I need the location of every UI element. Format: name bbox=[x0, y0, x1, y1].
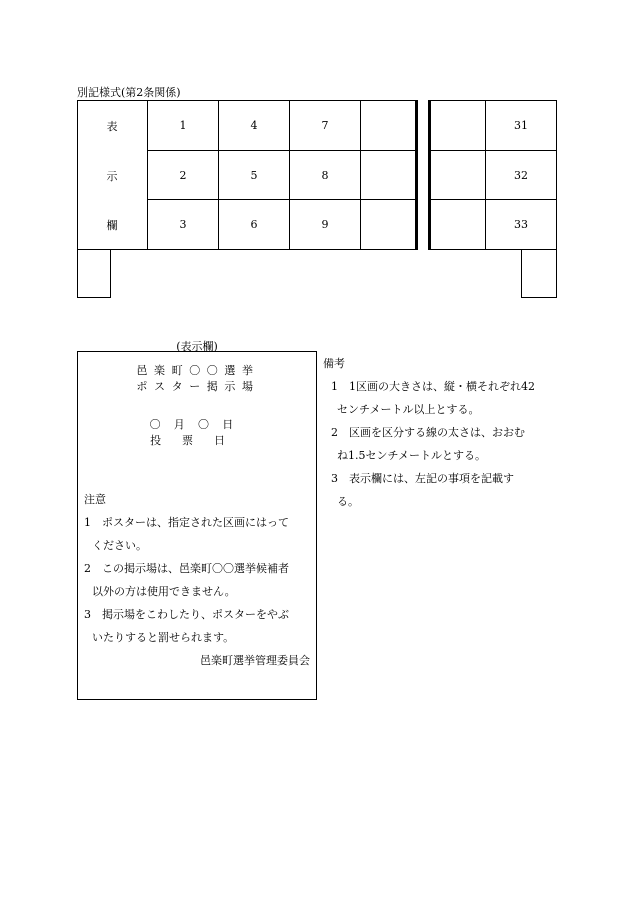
note-2: 2 区画を区分する線の太さは、おおむ bbox=[331, 426, 525, 439]
break-line-right bbox=[428, 100, 431, 250]
board-cell: 7 bbox=[321, 119, 329, 132]
board-leg-right bbox=[521, 249, 557, 298]
break-line-left bbox=[415, 100, 418, 250]
notice-2: 2 この掲示場は、邑楽町〇〇選挙候補者 bbox=[84, 562, 289, 575]
board-cell: 6 bbox=[250, 218, 258, 231]
notes-block bbox=[323, 352, 558, 513]
header-char-2: 示 bbox=[106, 169, 118, 183]
board-grid bbox=[77, 100, 557, 300]
board-cell: 4 bbox=[250, 119, 258, 132]
poster-box bbox=[77, 351, 317, 700]
form-caption: 別記様式(第2条関係) bbox=[77, 86, 181, 99]
poster-title-1: 邑楽町〇〇選挙 bbox=[136, 364, 260, 377]
header-char-1: 表 bbox=[106, 119, 118, 133]
notice-3: 3 掲示場をこわしたり、ポスターをやぶ bbox=[84, 608, 289, 621]
notes-heading: 備考 bbox=[323, 357, 345, 370]
notice-1: 1 ポスターは、指定された区画にはって bbox=[84, 516, 289, 529]
issuer: 邑楽町選挙管理委員会 bbox=[200, 654, 310, 667]
board-leg-left bbox=[77, 249, 111, 298]
board-cell: 2 bbox=[179, 169, 187, 182]
poster-caption: (表示欄) bbox=[176, 340, 218, 353]
header-char-3: 欄 bbox=[106, 218, 118, 232]
note-3-cont: る。 bbox=[337, 495, 359, 508]
board-cell: 9 bbox=[321, 218, 329, 231]
board-cell: 33 bbox=[514, 218, 528, 231]
note-1: 1 1区画の大きさは、縦・横それぞれ42 bbox=[331, 380, 535, 393]
poster-date: 〇月〇日 bbox=[149, 418, 247, 431]
notice-block bbox=[84, 488, 314, 672]
board-cell: 8 bbox=[321, 169, 329, 182]
board-cell: 3 bbox=[179, 218, 187, 231]
notice-3-cont: いたりすると罰せられます。 bbox=[92, 631, 235, 644]
note-1-cont: センチメートル以上とする。 bbox=[337, 403, 480, 416]
poster-title-2: ポスター掲示場 bbox=[136, 380, 260, 393]
poster-vote-day: 投票日 bbox=[150, 434, 246, 447]
notice-1-cont: ください。 bbox=[92, 539, 147, 552]
board-cell: 31 bbox=[514, 119, 528, 132]
board-cell: 5 bbox=[250, 169, 258, 182]
board-cell: 32 bbox=[514, 169, 528, 182]
notice-heading: 注意 bbox=[84, 493, 106, 506]
note-2-cont: ね1.5センチメートルとする。 bbox=[337, 449, 487, 462]
board-cell: 1 bbox=[179, 119, 187, 132]
note-3: 3 表示欄には、左記の事項を記載す bbox=[331, 472, 514, 485]
notice-2-cont: 以外の方は使用できません。 bbox=[92, 585, 236, 598]
